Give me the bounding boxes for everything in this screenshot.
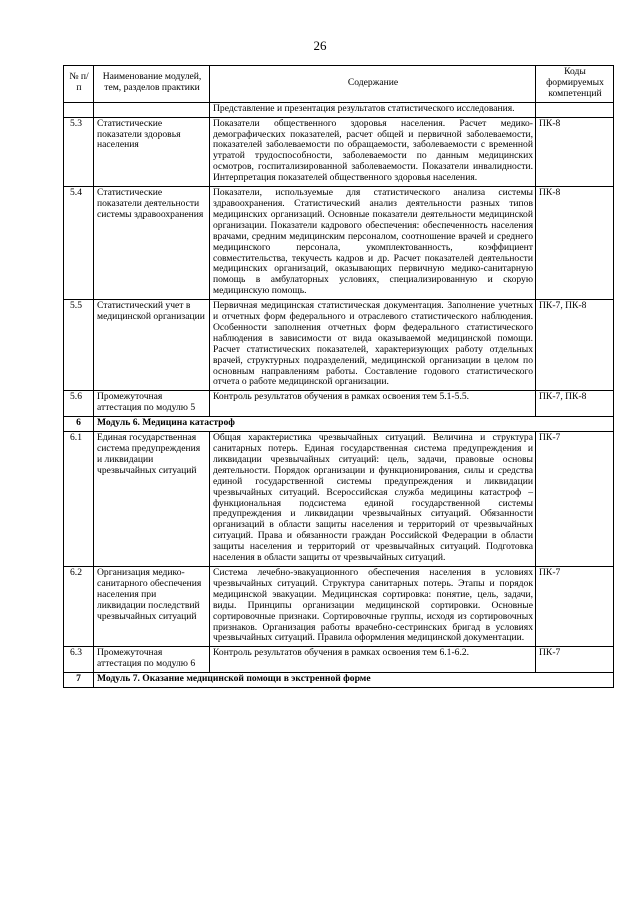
row-name: Статистический учет в медицинской организации: [94, 300, 210, 391]
table-row: [64, 117, 614, 186]
header-name: Наименование модулей, тем, разделов практики: [94, 66, 210, 103]
row-content: Контроль результатов обучения в рамках освоения тем 5.1-5.5.: [210, 391, 536, 417]
row-codes: ПК-7: [536, 647, 614, 673]
row-name: [94, 102, 210, 117]
page-number: 26: [313, 38, 327, 53]
module-header-row: [64, 417, 614, 432]
table-header-row: [64, 66, 614, 103]
curriculum-table: [63, 65, 614, 688]
row-content: Показатели общественного здоровья населения. Расчет медико-демографических показателей, расчет общей и первичной заболеваемости, показателей заболеваемости по обращаемости, заболеваемости с временной утратой трудоспособности, заболеваемости по данным медицинских осмотров, госпитализированной заболеваемости. Показатели инвалидности. Интерпретация показателей общественного здоровья населения.: [210, 117, 536, 186]
row-content: Контроль результатов обучения в рамках освоения тем 6.1-6.2.: [210, 647, 536, 673]
row-num: 5.4: [64, 187, 94, 300]
table-row: [64, 391, 614, 417]
row-codes: ПК-8: [536, 187, 614, 300]
row-content: Представление и презентация результатов статистического исследования.: [210, 102, 536, 117]
row-content: Первичная медицинская статистическая документация. Заполнение учетных и отчетных форм федерального и отраслевого статистического наблюдения. Особенности заполнения отчетных форм федерального статистического наблюдения в зависимости от вида оказываемой медицинской помощи. Расчет статистических показателей, характеризующих работу отдельных врачей, структурных подразделений, медицинской организации в целом по основным направлениям работы. Составление годового статистического отчета о работе медицинской организации.: [210, 300, 536, 391]
module-num: 7: [64, 673, 94, 688]
module-num: 6: [64, 417, 94, 432]
row-name: Статистические показатели здоровья населения: [94, 117, 210, 186]
row-num: [64, 102, 94, 117]
row-content: Система лечебно-эвакуационного обеспечения населения в условиях чрезвычайных ситуаций. Структура санитарных потерь. Этапы и порядок медицинской эвакуации. Медицинская сортировка: понятие, цель, задачи, виды. Принципы организации медицинской сортировки. Основные сортировочные признаки. Сортировочные группы, исходя из сортировочных признаков. Организация работы врачебно-сестринских бригад в условиях чрезвычайных ситуаций. Правила оформления медицинской документации.: [210, 566, 536, 646]
row-codes: [536, 102, 614, 117]
row-codes: ПК-7: [536, 566, 614, 646]
row-name: Промежуточная аттестация по модулю 6: [94, 647, 210, 673]
row-content: Общая характеристика чрезвычайных ситуаций. Величина и структура санитарных потерь. Единая государственная система предупреждения и ликвидации чрезвычайных ситуаций: цель, задачи, правовые основы деятельности. Порядок организации и функционирования, силы и средства единой государственной системы предупреждения и ликвидации чрезвычайных ситуаций. Всероссийская служба медицины катастроф – функциональная подсистема единой государственной системы предупреждения и ликвидации чрезвычайных ситуаций. Обязанности организаций в области защиты населения и территорий от чрезвычайных ситуаций. Права и обязанности граждан Российской Федерации в области защиты населения и территорий от чрезвычайных ситуаций. Подготовка населения в области защиты от чрезвычайных ситуаций.: [210, 432, 536, 567]
row-num: 6.2: [64, 566, 94, 646]
header-num: № п/п: [64, 66, 94, 103]
row-content: Показатели, используемые для статистического анализа системы здравоохранения. Статистический анализ деятельности разных типов медицинских организаций. Основные показатели деятельности медицинской организации. Показатели кадрового обеспечения: обеспеченность населения врачами, средним медицинским персоналом, соотношение врачей и среднего медицинского персонала, укомплектованность, коэффициент совместительства, текучесть кадров и др. Расчет показателей деятельности медицинских организаций, оказывающих первичную медико-санитарную помощь в амбулаторных условиях, специализированную и скорую медицинскую помощь.: [210, 187, 536, 300]
row-codes: ПК-8: [536, 117, 614, 186]
header-content: Содержание: [210, 66, 536, 103]
table-row: [64, 102, 614, 117]
module-header-row: [64, 673, 614, 688]
table-row: [64, 432, 614, 567]
module-title: Модуль 6. Медицина катастроф: [94, 417, 614, 432]
row-num: 5.6: [64, 391, 94, 417]
row-codes: ПК-7, ПК-8: [536, 391, 614, 417]
row-num: 6.1: [64, 432, 94, 567]
table-row: [64, 647, 614, 673]
row-name: Организация медико-санитарного обеспечения населения при ликвидации последствий чрезвычайных ситуаций: [94, 566, 210, 646]
table-row: [64, 566, 614, 646]
row-name: Единая государственная система предупреждения и ликвидации чрезвычайных ситуаций: [94, 432, 210, 567]
row-num: 5.3: [64, 117, 94, 186]
row-name: Промежуточная аттестация по модулю 5: [94, 391, 210, 417]
row-num: 6.3: [64, 647, 94, 673]
row-codes: ПК-7, ПК-8: [536, 300, 614, 391]
row-name: Статистические показатели деятельности системы здравоохранения: [94, 187, 210, 300]
table-row: [64, 300, 614, 391]
row-codes: ПК-7: [536, 432, 614, 567]
header-codes: Коды формируемых компетенций: [536, 66, 614, 103]
table-row: [64, 187, 614, 300]
module-title: Модуль 7. Оказание медицинской помощи в экстренной форме: [94, 673, 614, 688]
row-num: 5.5: [64, 300, 94, 391]
